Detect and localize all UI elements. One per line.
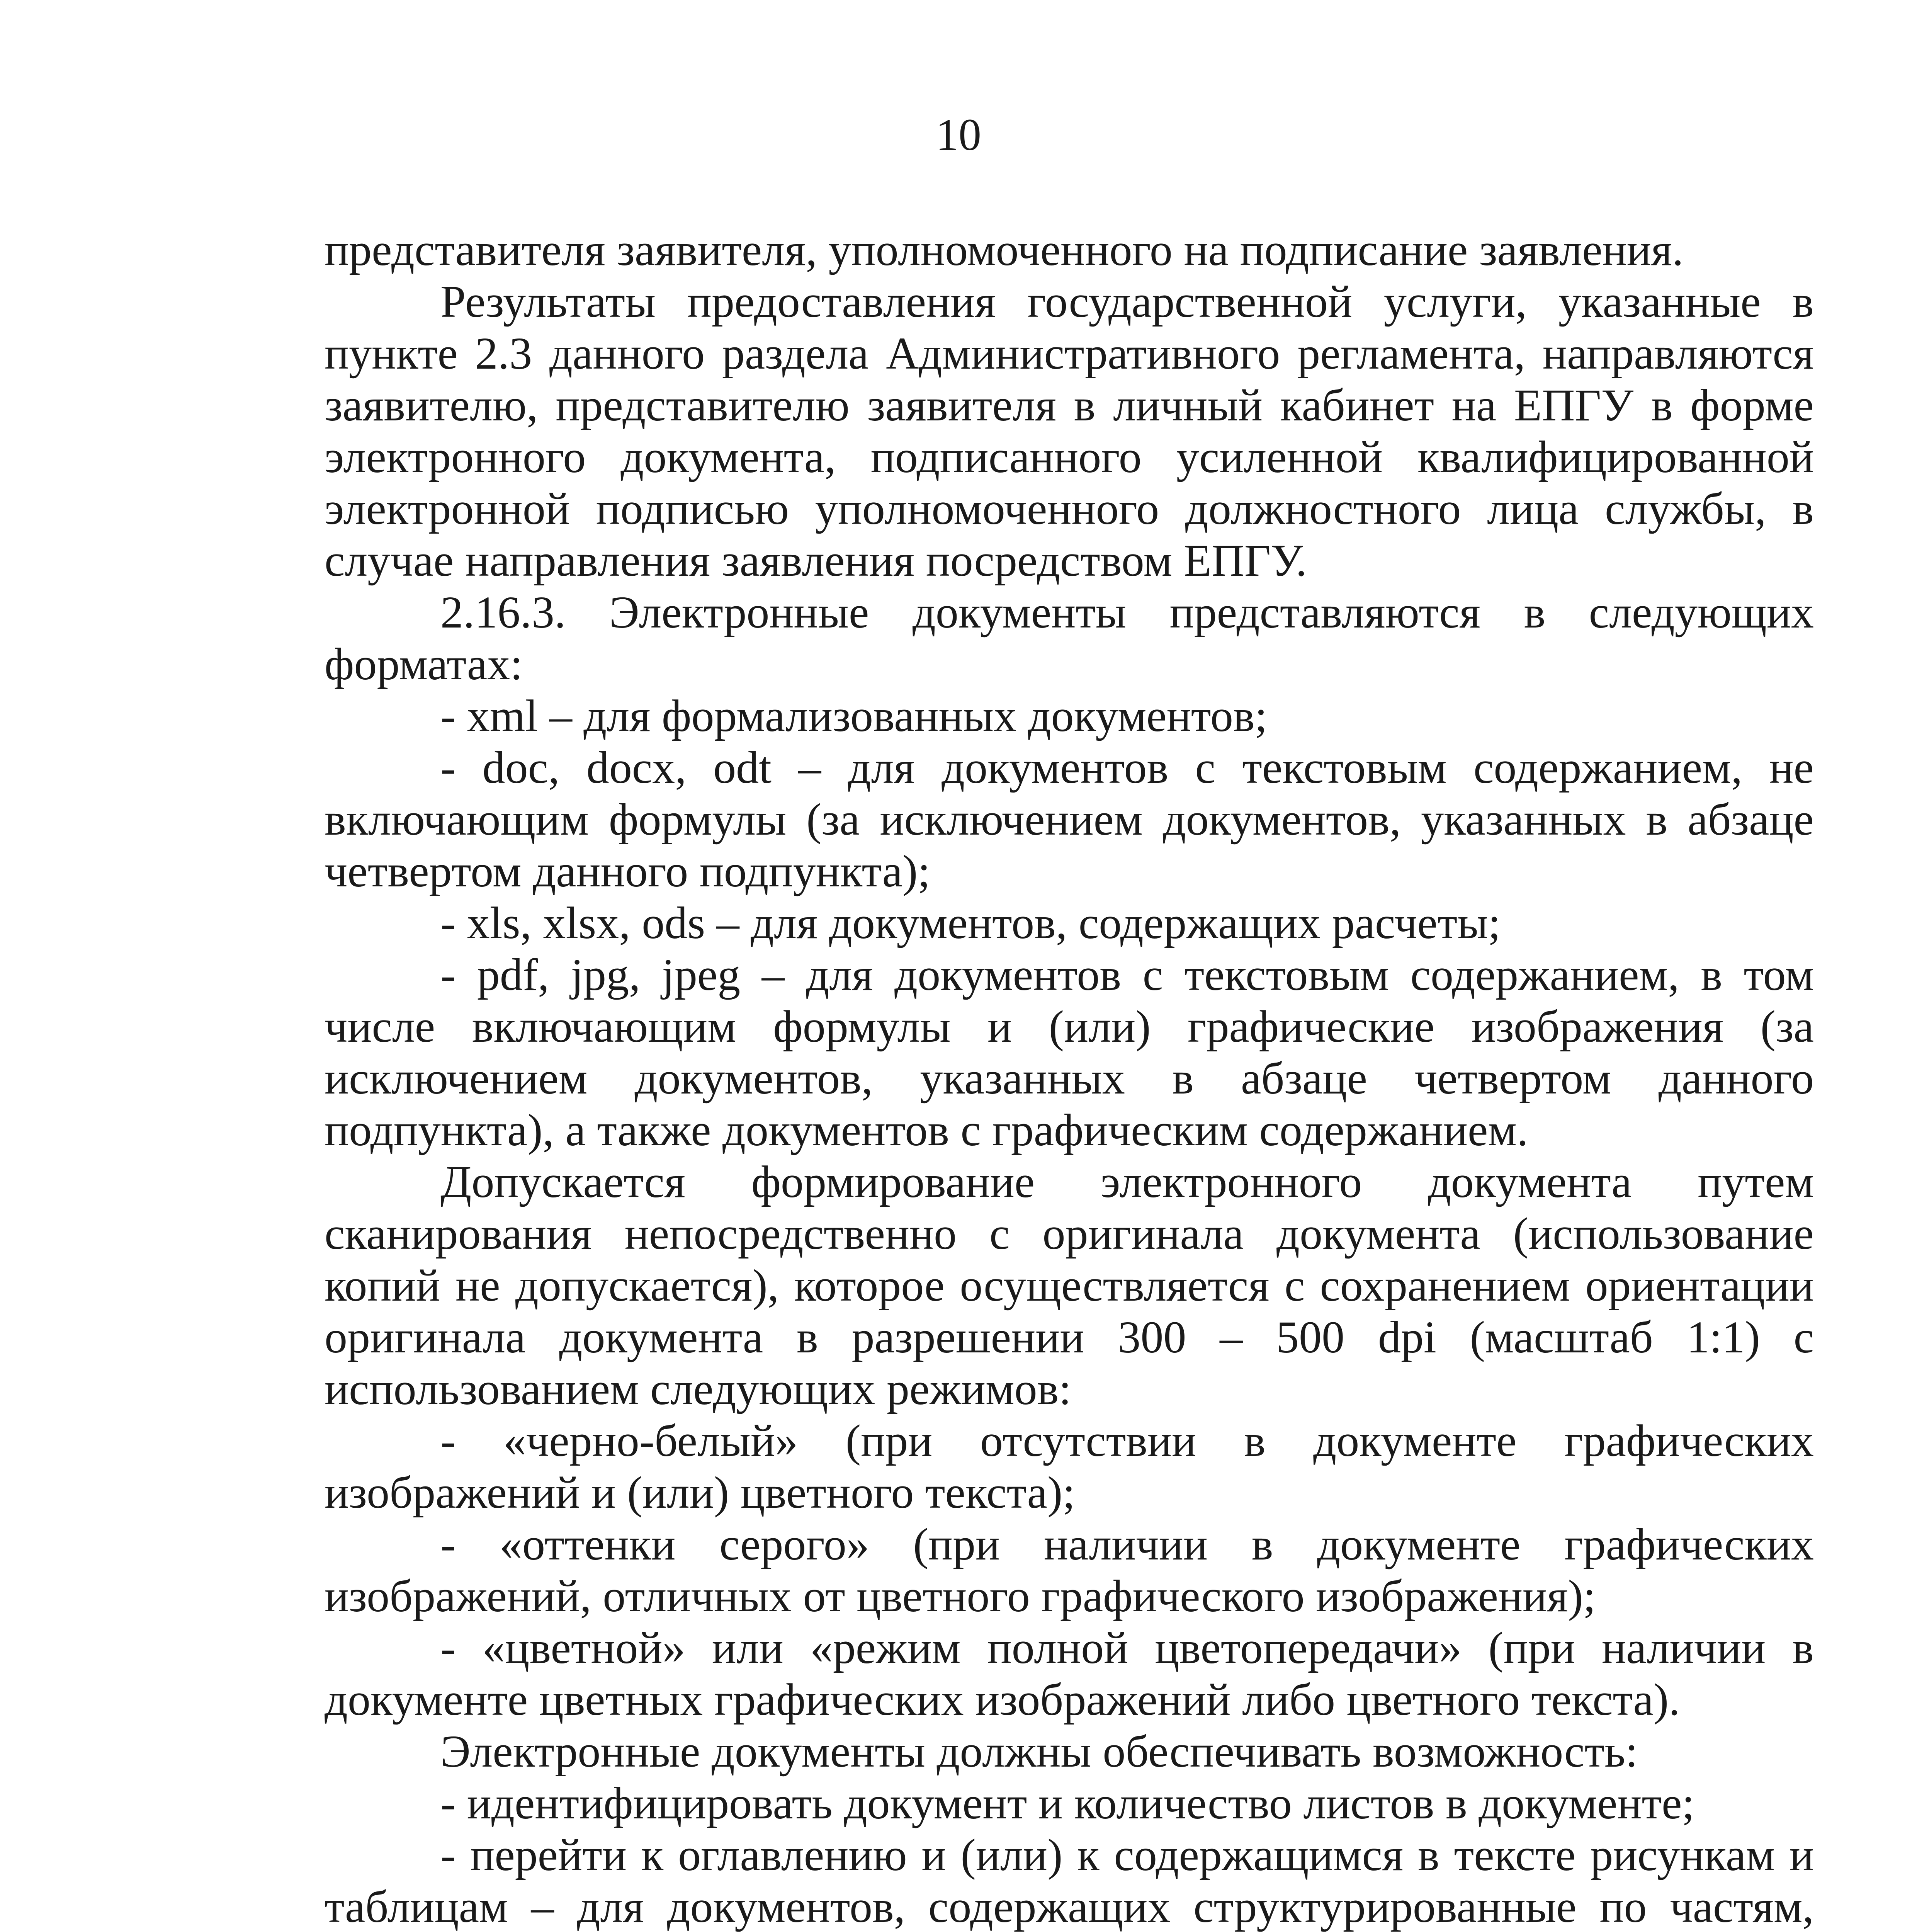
paragraph: Результаты предоставления государственной услуги, указанные в пункте 2.3 данного раздела Административного регламента, направляются заявителю, представителю заявителя в личный кабинет на ЕПГУ в форме электронного документа, подписанного усиленной квалифицированной электронной подписью уполномоченного должностного лица службы, в случае направления заявления посредством ЕПГУ. [325, 276, 1814, 586]
list-item: - идентифицировать документ и количество листов в документе; [440, 1778, 1695, 1828]
list-item: - xls, xlsx, ods – для документов, содержащих расчеты; [440, 898, 1501, 948]
paragraph: представителя заявителя, уполномоченного на подписание заявления. [325, 224, 1684, 275]
document-body [325, 224, 1814, 1932]
paragraph: Электронные документы должны обеспечивать возможность: [440, 1726, 1638, 1777]
list-item: - «цветной» или «режим полной цветопередачи» (при наличии в документе цветных графических изображений либо цветного текста). [325, 1622, 1814, 1725]
list-item: - pdf, jpg, jpeg – для документов с текстовым содержанием, в том числе включающим формулы и (или) графические изображения (за исключением документов, указанных в абзаце четвертом данного подпункта), а также документов с графическим содержанием. [325, 949, 1814, 1155]
list-item: - «оттенки серого» (при наличии в документе графических изображений, отличных от цветного графического изображения); [325, 1519, 1814, 1621]
list-item: - xml – для формализованных документов; [440, 690, 1268, 741]
page-number: 10 [936, 109, 981, 160]
list-item: - перейти к оглавлению и (или) к содержащимся в тексте рисункам и таблицам – для документов, содержащих структурированные по частям, [325, 1830, 1814, 1932]
paragraph: Допускается формирование электронного документа путем сканирования непосредственно с оригинала документа (использование копий не допускается), которое осуществляется с сохранением ориентации оригинала документа в разрешении 300 – 500 dpi (масштаб 1:1) с использованием следующих режимов: [325, 1156, 1814, 1414]
paragraph: 2.16.3. Электронные документы представляются в следующих форматах: [325, 587, 1814, 689]
list-item: - doc, docx, odt – для документов с текстовым содержанием, не включающим формулы (за исключением документов, указанных в абзаце четвертом данного подпункта); [325, 742, 1814, 896]
list-item: - «черно-белый» (при отсутствии в документе графических изображений и (или) цветного текста); [325, 1415, 1814, 1518]
